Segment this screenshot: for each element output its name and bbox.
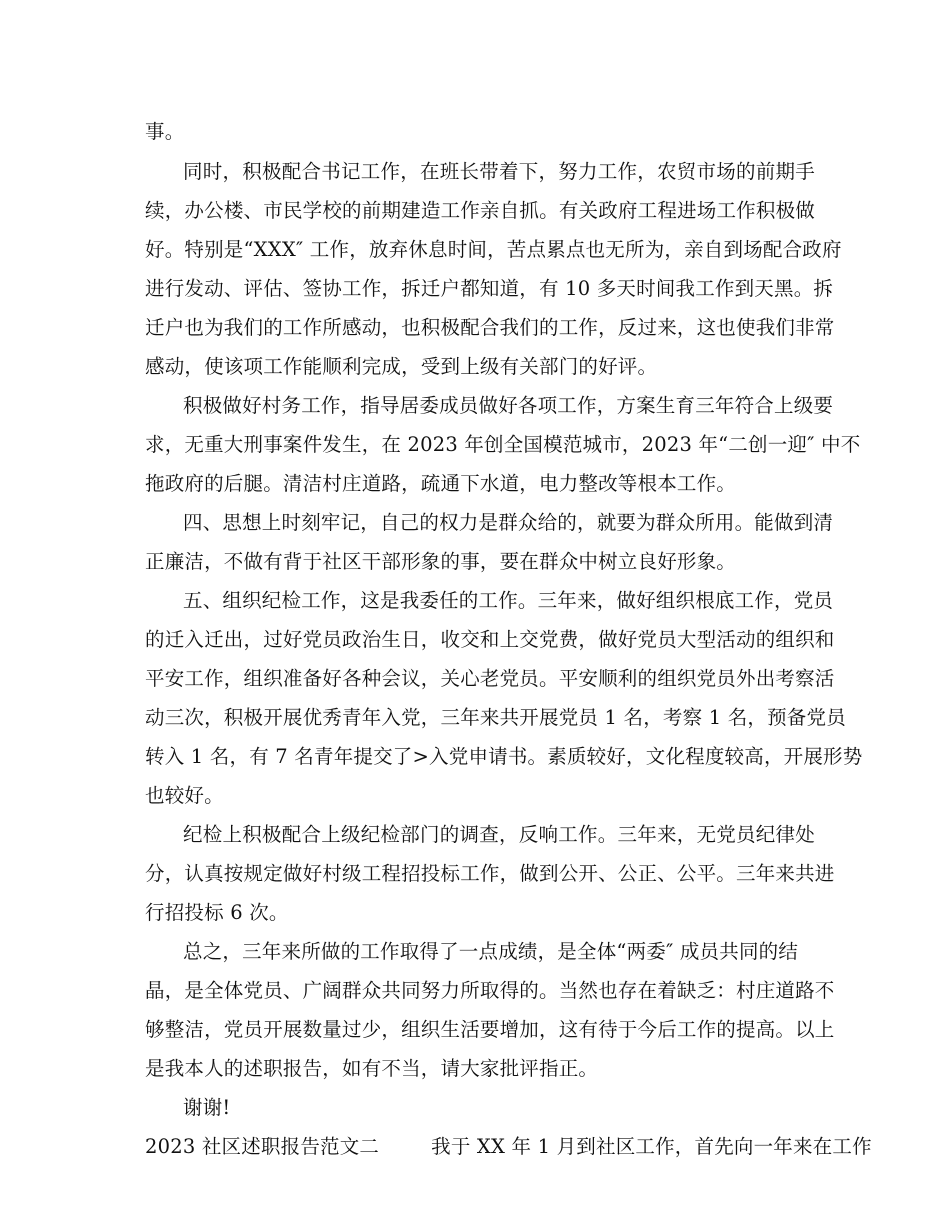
text-line: 平安工作，组织准备好各种会议，关心老党员。平安顺利的组织党员外出考察活 [145,667,835,690]
next-section-line [145,1134,872,1160]
text-line: 也较好。 [145,784,224,807]
text-line: 行招投标 6 次。 [145,901,289,924]
section-title: 2023 社区述职报告范文二 [145,1135,380,1158]
text-line: 正廉洁，不做有背于社区干部形象的事，要在群众中树立良好形象。 [145,550,737,573]
text-line: 是我本人的述职报告，如有不当，请大家批评指正。 [145,1057,599,1080]
text-line: 转入 1 名，有 7 名青年提交了>入党申请书。素质较好，文化程度较高，开展形势 [145,745,863,768]
section-opening-text: 我于 XX 年 1 月到社区工作，首先向一年来在工作 [431,1135,872,1158]
closing-thanks: 谢谢! [183,1096,231,1119]
paragraph-first-line: 四、思想上时刻牢记，自己的权力是群众给的，就要为群众所用。能做到清 [183,511,834,534]
text-line: 事。 [145,120,185,143]
text-line: 续，办公楼、市民学校的前期建造工作亲自抓。有关政府工程进场工作积极做 [145,199,815,222]
text-line: 的迁入迁出，过好党员政治生日，收交和上交党费，做好党员大型活动的组织和 [145,628,835,651]
text-line: 好。特别是“XXX″ 工作，放弃休息时间，苦点累点也无所为，亲自到场配合政府 [145,238,842,261]
paragraph-first-line: 五、组织纪检工作，这是我委任的工作。三年来，做好组织根底工作，党员 [183,589,834,612]
text-line: 动三次，积极开展优秀青年入党，三年来共开展党员 1 名，考察 1 名，预备党员 [145,706,846,729]
paragraph-first-line: 同时，积极配合书记工作，在班长带着下，努力工作，农贸市场的前期手 [183,160,815,183]
text-line: 进行发动、评估、签协工作，拆迁户都知道，有 10 多天时间我工作到天黑。拆 [145,277,834,300]
text-line: 晶，是全体党员、广阔群众共同努力所取得的。当然也存在着缺乏：村庄道路不 [145,979,835,1002]
text-line: 求，无重大刑事案件发生，在 2023 年创全国模范城市，2023 年“二创一迎″ 中不 [145,433,861,456]
text-line: 迁户也为我们的工作所感动，也积极配合我们的工作，反过来，这也使我们非常 [145,316,835,339]
text-line: 够整洁，党员开展数量过少，组织生活要增加，这有待于今后工作的提高。以上 [145,1018,835,1041]
paragraph-first-line: 纪检上积极配合上级纪检部门的调查，反响工作。三年来，无党员纪律处 [183,823,815,846]
paragraph-first-line: 积极做好村务工作，指导居委成员做好各项工作，方案生育三年符合上级要 [183,394,834,417]
paragraph-first-line: 总之，三年来所做的工作取得了一点成绩，是全体“两委″ 成员共同的结 [183,940,799,963]
text-line: 感动，使该项工作能顺利完成，受到上级有关部门的好评。 [145,355,658,378]
text-line: 分，认真按规定做好村级工程招投标工作，做到公开、公正、公平。三年来共进 [145,862,835,885]
text-line: 拖政府的后腿。清洁村庄道路，疏通下水道，电力整改等根本工作。 [145,472,737,495]
